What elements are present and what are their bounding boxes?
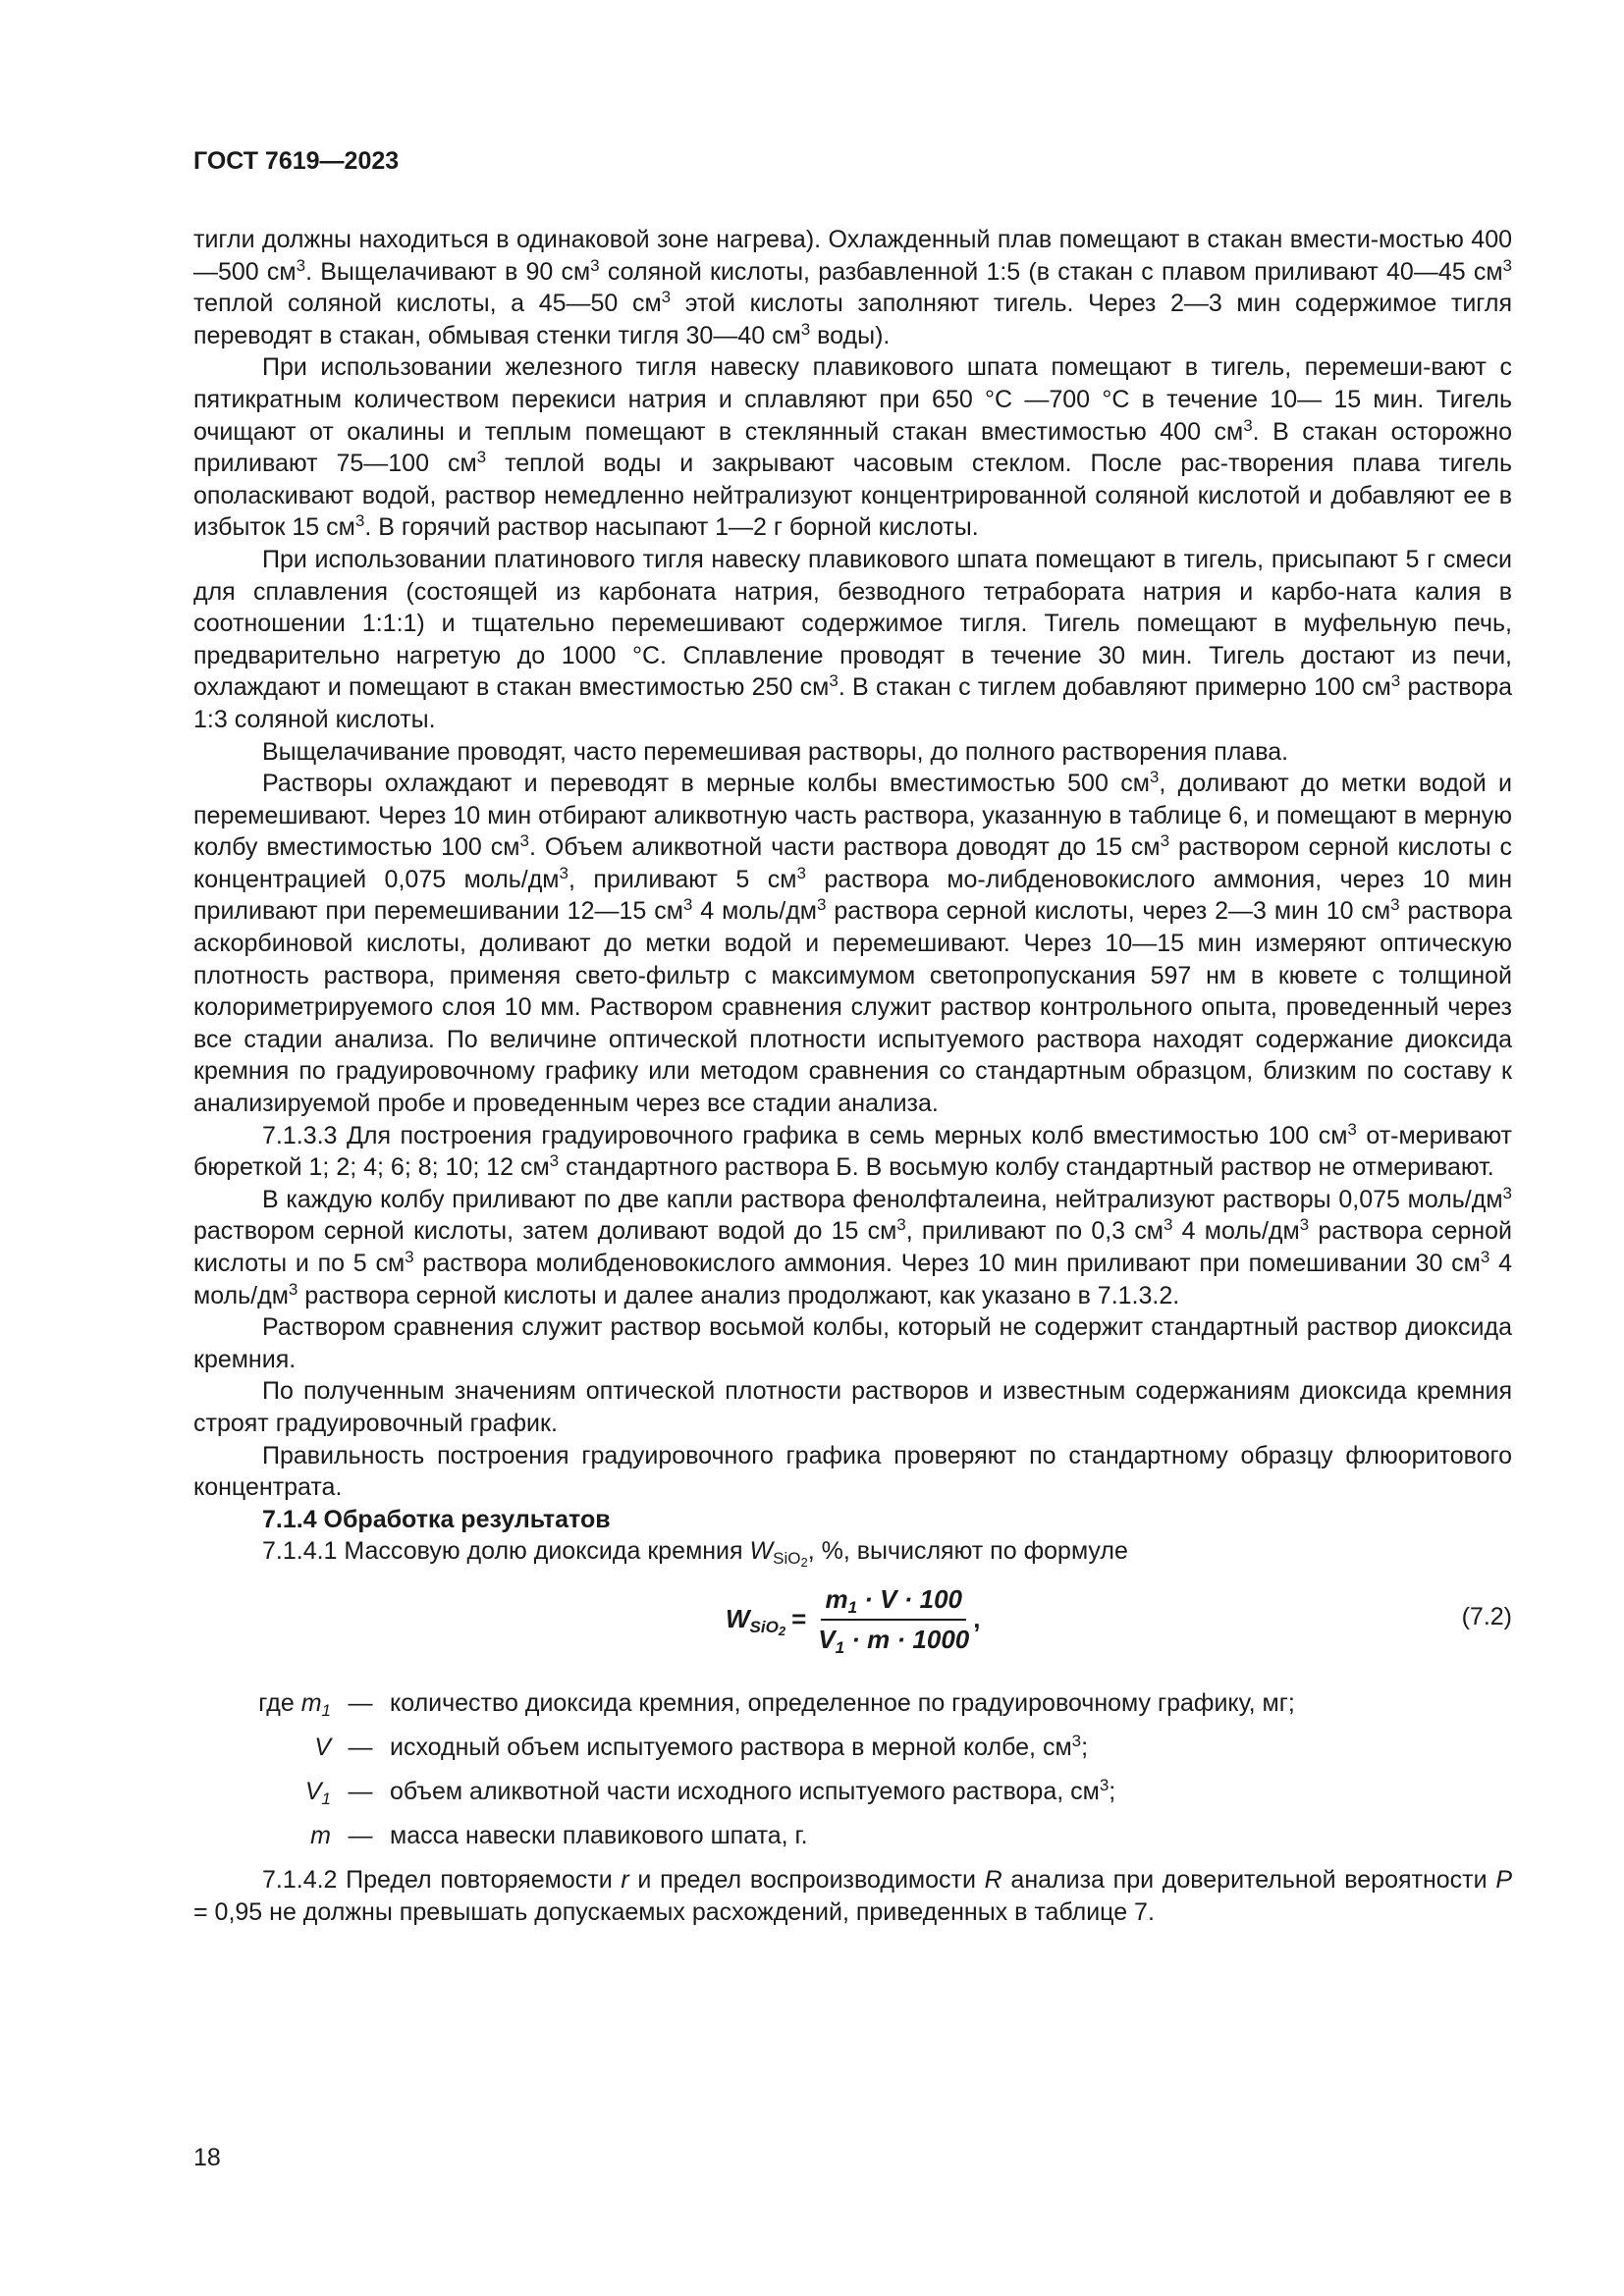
variable-definitions [193, 1687, 1512, 1864]
formula-equals: = [791, 1604, 807, 1634]
paragraph: 7.1.4.2 Предел повторяемости r и предел воспроизводимости R анализа при доверительной вероятности P = 0,95 не должны превышать допускаемых расхождений, приведенных в таблице 7. [193, 1865, 1512, 1926]
paragraph: тигли должны находиться в одинаковой зоне нагрева). Охлажденный плав помещают в стакан вмести-мостью 400—500 $см^3$. Выщелачивают в 90 $см^3$ соляной кислоты, разбавленной 1:5 (в стакан с плавом приливают 40—45 $см^3$ теплой соляной кислоты, а 45—50 $см^3$ этой кислоты заполняют тигель. Через 2—3 мин содержимое тигля переводят в стакан, обмывая стенки тигля 30—40 $см^3$ воды). [193, 226, 1512, 349]
section-heading: 7.1.4 Обработка результатов [262, 1505, 611, 1533]
formula-block [193, 1575, 1512, 1682]
paragraph: 7.1.4.1 Массовую долю диоксида кремния $W_{SiO_2}$, %, вычисляют по формуле [262, 1537, 1128, 1571]
definition-item: V — исходный объем испытуемого раствора в мерной колбе, $см^3$; [314, 1731, 1089, 1761]
formula-numerator: $m_1 \cdot V \cdot 100$ [821, 1583, 966, 1621]
document-header: ГОСТ 7619—2023 [193, 147, 400, 175]
paragraph: По полученным значениям оптической плотности растворов и известным содержаниям диоксида кремния строят градуировочный график. [193, 1377, 1512, 1437]
paragraph: Растворы охлаждают и переводят в мерные колбы вместимостью 500 $см^3$, доливают до метки водой и перемешивают. Через 10 мин отбирают аликвотную часть раствора, указанную в таблице 6, и помещают в мерную колбу вместимостью 100 $см^3$. Объем аликвотной части раствора доводят до 15 $см^3$ раствором серной кислоты с концентрацией 0,075 моль/$дм^3$, приливают 5 $см^3$ раствора мо-либденовокислого аммония, через 10 мин приливают при перемешивании 12—15 $см^3$ 4 моль/$дм^3$ раствора серной кислоты, через 2—3 мин 10 $см^3$ раствора аскорбиновой кислоты, доливают до метки водой и перемешивают. Через 10—15 мин измеряют оптическую плотность раствора, применяя свето-фильтр с максимумом светопропускания 597 нм в кювете с толщиной колориметрируемого слоя 10 мм. Раствором сравнения служит раствор контрольного опыта, проведенный через все стадии анализа. По величине оптической плотности испытуемого раствора находят содержание диоксида кремния по градуировочному графику или методом сравнения со стандартным образцом, близким по составу к анализируемой пробе и проведенным через все стадии анализа. [193, 768, 1512, 1118]
formula-lhs: $W_{SiO_2}$ [726, 1604, 786, 1639]
paragraph: Раствором сравнения служит раствор восьмой колбы, который не содержит стандартный раствор диоксида кремния. [193, 1313, 1512, 1373]
definition-item: m — масса навески плавикового шпата, г. [310, 1821, 808, 1849]
paragraph: При использовании железного тигля навеску плавикового шпата помещают в тигель, перемеши-вают с пятикратным количеством перекиси натрия и сплавляют при 650 °С —700 °С в течение 10— 15 мин. Тигель очищают от окалины и теплым помещают в стеклянный стакан вместимостью 400 $см^3$. В стакан осторожно приливают 75—100 $см^3$ теплой воды и закрывают часовым стеклом. После рас-творения плава тигель ополаскивают водой, раствор немедленно нейтрализуют концентрированной соляной кислотой и добавляют ее в избыток 15 $см^3$. В горячий раствор насыпают 1—2 г борной кислоты. [193, 353, 1513, 542]
formula-fraction [814, 1583, 973, 1655]
paragraph: При использовании платинового тигля навеску плавикового шпата помещают в тигель, присыпают 5 г смеси для сплавления (состоящей из карбоната натрия, безводного тетрабората натрия и карбо-ната калия в соотношении 1:1:1) и тщательно перемешивают содержимое тигля. Тигель помещают в муфельную печь, предварительно нагретую до 1000 °С. Сплавление проводят в течение 30 мин. Тигель достают из печи, охлаждают и помещают в стакан вместимостью 250 $см^3$. В стакан с тиглем добавляют примерно 100 $см^3$ раствора 1:3 соляной кислоты. [193, 545, 1513, 733]
formula [726, 1583, 980, 1655]
definition-item: $V_1$ — объем аликвотной части исходного испытуемого раствора, $см^3$; [304, 1775, 1116, 1808]
formula-denominator: $V_1 \cdot m \cdot 1000$ [818, 1624, 970, 1657]
paragraph: Правильность построения градуировочного графика проверяют по стандартному образцу флюоритового концентрата. [193, 1441, 1512, 1502]
paragraph: В каждую колбу приливают по две капли раствора фенолфталеина, нейтрализуют растворы 0,075 моль/$дм^3$ раствором серной кислоты, затем доливают водой до 15 $см^3$, приливают по 0,3 $см^3$ 4 моль/$дм^3$ раствора серной кислоты и по 5 $см^3$ раствора молибденовокислого аммония. Через 10 мин приливают при помешивании 30 $см^3$ 4 моль/$дм^3$ раствора серной кислоты и далее анализ продолжают, как указано в 7.1.3.2. [193, 1183, 1513, 1309]
formula-number: (7.2) [1461, 1602, 1512, 1630]
paragraph: 7.1.3.3 Для построения градуировочного графика в семь мерных колб вместимостью 100 $см^3$ от-меривают бюреткой 1; 2; 4; 6; 8; 10; 12 $см^3$ стандартного раствора Б. В восьмую колбу стандартный раствор не отмеривают. [193, 1119, 1512, 1182]
document-body [193, 224, 1512, 1928]
page-number: 18 [193, 2144, 221, 2171]
definition-item: где $m_1$ — количество диоксида кремния, определенное по градуировочному графику, мг; [258, 1688, 1295, 1720]
paragraph: Выщелачивание проводят, часто перемешивая растворы, до полного растворения плава. [262, 737, 1289, 766]
formula-comma: , [973, 1604, 981, 1634]
